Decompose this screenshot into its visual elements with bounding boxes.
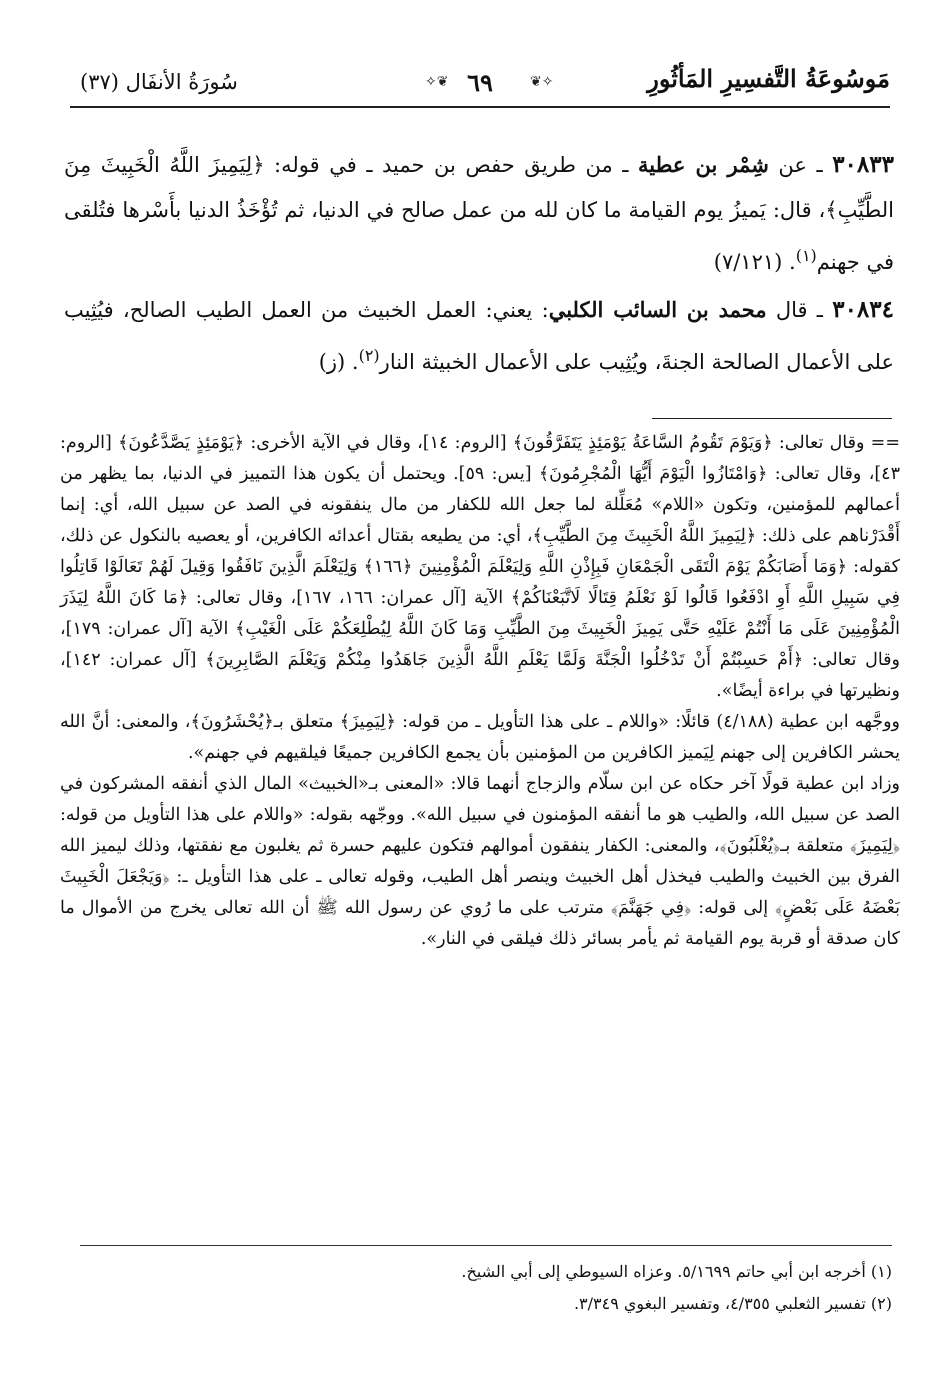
entry-reference: . (ز) — [318, 350, 359, 374]
entry-text: : يعني: العمل الخبيث من العمل الطيب الصالح، فيُثِيب على الأعمال الصالحة الجنةَ، ويُثِيب على الأعمال الخبيثة النار — [64, 298, 894, 374]
footnote-mark: (١) — [795, 246, 817, 265]
commentary-paragraph: وزاد ابن عطية قولًا آخر حكاه عن ابن سلّام والزجاج أنهما قالا: «المعنى بـ«الخبيث» المال الذي أنفقه المشركون في الصد عن سبيل الله، والطيب هو ما أنفقه المؤمنون في سبيل الله». ووجّهه بقوله: «واللام على هذا التأويل من قوله: ﴿لِيَمِيزَ﴾ متعلقة بـ﴿يُغْلَبُونَ﴾، والمعنى: الكفار ينفقون أموالهم فتكون عليهم حسرة ثم يغلبون مع نفقتها، وذلك ليميز الله الفرق بين الخبيث والطيب فيخذل أهل الخبيث وينصر أهل الطيب، وقوله تعالى ـ على هذا التأويل ـ: ﴿وَيَجْعَلَ الْخَبِيثَ بَعْضَهُ عَلَى بَعْضٍ﴾ إلى قوله: ﴿فِي جَهَنَّمَ﴾ مترتب على ما رُوي عن رسول الله ﷺ أن الله تعالى يخرج من الأموال ما كان صدقة أو قربة يوم القيامة ثم يأمر بسائر ذلك فيلقى في النار». — [60, 774, 900, 949]
narrator-name: شِمْر بن عطية — [638, 152, 769, 177]
entry-number: ٣٠٨٣٤ — [832, 296, 894, 323]
entry-paragraph — [64, 287, 894, 385]
entry-lead: ـ قال — [766, 298, 823, 322]
page-number: ٦٩ — [467, 68, 493, 97]
entry-number: ٣٠٨٣٣ — [832, 151, 894, 178]
commentary-divider — [652, 418, 892, 419]
footnote: (١) أخرجه ابن أبي حاتم ٥/١٦٩٩. وعزاه السيوطي إلى أبي الشيخ. — [461, 1262, 892, 1281]
main-text — [64, 142, 894, 387]
commentary-paragraph: ووجَّهه ابن عطية (٤/١٨٨) قائلًا: «واللام ـ على هذا التأويل ـ من قوله: ﴿لِيَمِيزَ﴾ متعلق بـ﴿يُحْشَرُونَ﴾، والمعنى: أنَّ الله يحشر الكافرين إلى جهنم لِيَميز الكافرين من المؤمنين بأن يجمع الكافرين جميعًا فيلقيهم في جهنم». — [60, 712, 900, 763]
entry-lead: ـ عن — [768, 153, 823, 177]
footnote: (٢) تفسير الثعلبي ٤/٣٥٥، وتفسير البغوي ٣/٣٤٩. — [573, 1294, 892, 1313]
commentary-paragraph: == وقال تعالى: ﴿وَيَوْمَ تَقُومُ السَّاعَةُ يَوْمَئِذٍ يَتَفَرَّقُونَ﴾ [الروم: ١٤]، وقال في الآية الأخرى: ﴿يَوْمَئِذٍ يَصَّدَّعُونَ﴾ [الروم: ٤٣]، وقال تعالى: ﴿وَامْتَازُوا الْيَوْمَ أَيُّهَا الْمُجْرِمُونَ﴾ [يس: ٥٩]. ويحتمل أن يكون هذا التمييز في الدنيا، بما يظهر من أعمالهم للمؤمنين، وتكون «اللام» مُعَلِّلة لما جعل الله للكفار من مال ينفقونه في الصد عن سبيل الله، أي: إنما أَقْدَرْناهم على ذلك: ﴿لِيَمِيزَ اللَّهُ الْخَبِيثَ مِنَ الطَّيِّبِ﴾، أي: من يطيعه بقتال أعدائه الكافرين، أو يعصيه بالنكول عن ذلك، كقوله: ﴿وَمَا أَصَابَكُمْ يَوْمَ الْتَقَى الْجَمْعَانِ فَبِإِذْنِ اللَّهِ وَلِيَعْلَمَ الْمُؤْمِنِينَ ﴿١٦٦﴾ وَلِيَعْلَمَ الَّذِينَ نَافَقُوا وَقِيلَ لَهُمْ تَعَالَوْا قَاتِلُوا فِي سَبِيلِ اللَّهِ أَوِ ادْفَعُوا قَالُوا لَوْ نَعْلَمُ قِتَالًا لَاتَّبَعْنَاكُمْ﴾ الآية [آل عمران: ١٦٦، ١٦٧]، وقال تعالى: ﴿مَا كَانَ اللَّهُ لِيَذَرَ الْمُؤْمِنِينَ عَلَى مَا أَنْتُمْ عَلَيْهِ حَتَّى يَمِيزَ الْخَبِيثَ مِنَ الطَّيِّبِ وَمَا كَانَ اللَّهُ لِيُطْلِعَكُمْ عَلَى الْغَيْبِ﴾ الآية [آل عمران: ١٧٩]، وقال تعالى: ﴿أَمْ حَسِبْتُمْ أَنْ تَدْخُلُوا الْجَنَّةَ وَلَمَّا يَعْلَمِ اللَّهُ الَّذِينَ جَاهَدُوا مِنْكُمْ وَيَعْلَمَ الصَّابِرِينَ﴾ [آل عمران: ١٤٢]، ونظيرتها في براءة أيضًا». — [60, 433, 900, 701]
ornament-icon: ✧❦ — [425, 74, 449, 90]
entry-text: ـ من طريق حفص بن حميد ـ في قوله: ﴿لِيَمِيزَ اللَّهُ الْخَبِيثَ مِنَ الطَّيِّبِ﴾، قال: يَميزُ يوم القيامة ما كان لله من عمل صالح في الدنيا، ثم تُؤْخَذُ الدنيا بأَسْرها فتُلقى في جهنم — [64, 153, 894, 274]
narrator-name: محمد بن السائب الكلبي — [548, 297, 767, 322]
footnote-rule — [80, 1245, 892, 1246]
ornament-icon: ❦✧ — [530, 74, 554, 90]
surah-label: سُورَةُ الأنفَال (٣٧) — [80, 70, 238, 94]
entry-reference: . (٧/١٢١) — [713, 250, 796, 274]
running-header — [70, 62, 890, 112]
entry-paragraph — [64, 142, 894, 285]
footnote-mark: (٢) — [358, 346, 380, 365]
commentary-block — [60, 428, 900, 955]
book-title: مَوسُوعَةُ التَّفسِيرِ المَأثُورِ — [647, 64, 890, 93]
footnotes — [80, 1256, 892, 1320]
header-rule — [70, 106, 890, 108]
